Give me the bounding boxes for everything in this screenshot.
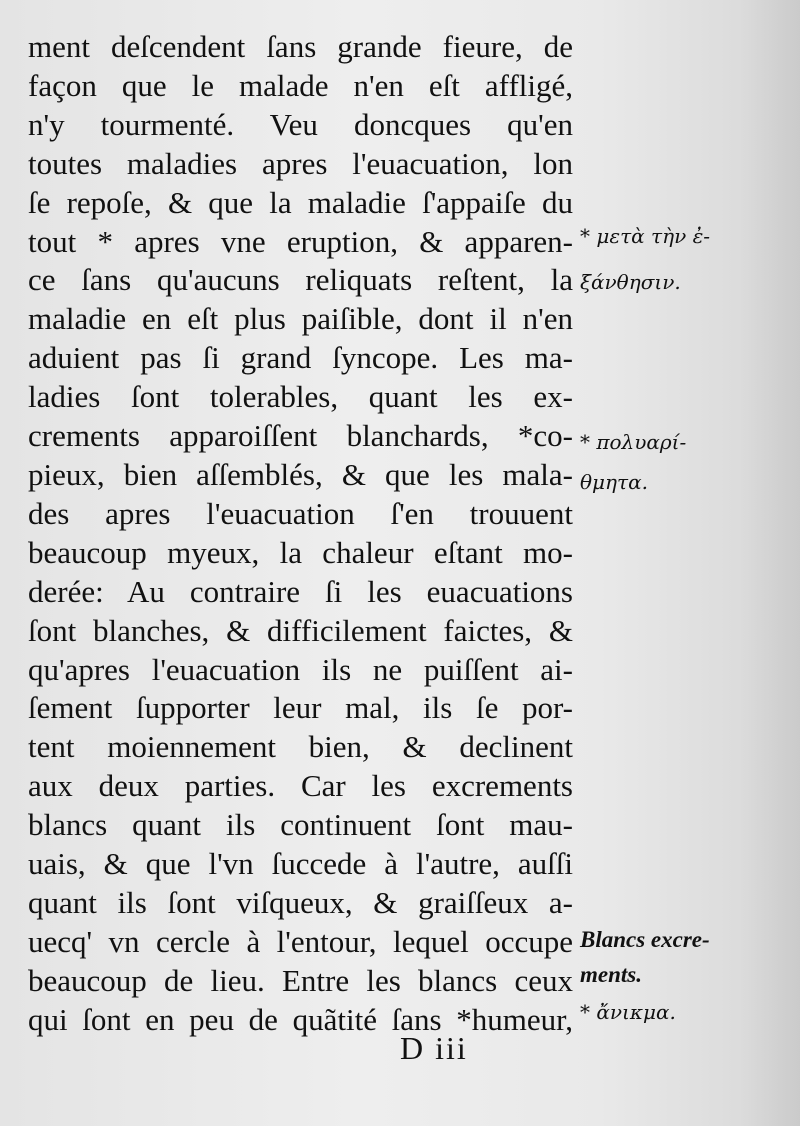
text-line: aux deux parties. Car les excrements bbox=[28, 768, 573, 804]
text-line: n'y tourmenté. Veu doncques qu'en bbox=[28, 106, 573, 142]
text-line: beaucoup myeux, la chaleur eſtant mo- bbox=[28, 534, 573, 570]
text-line: beaucoup de lieu. Entre les blancs ceux bbox=[28, 962, 573, 998]
text-line: crements apparoiſſent blanchards, *co- bbox=[28, 418, 573, 454]
text-line: derée: Au contraire ſi les euacuations bbox=[28, 573, 573, 609]
text-line: qui ſont en peu de quãtité ſans *humeur, bbox=[28, 1001, 573, 1037]
text-line: ladies ſont tolerables, quant les ex- bbox=[28, 379, 573, 415]
text-line: ſe repoſe, & que la maladie ſ'appaiſe du bbox=[28, 184, 573, 220]
text-line: maladie en eſt plus paiſible, dont il n'en bbox=[28, 301, 573, 337]
text-line: ce ſans qu'aucuns reliquats reſtent, la bbox=[28, 262, 573, 298]
text-line: ſement ſupporter leur mal, ils ſe por- bbox=[28, 690, 573, 726]
text-line: tent moiennement bien, & declinent bbox=[28, 729, 573, 765]
margin-note: * πολυαρί- bbox=[580, 430, 687, 454]
signature-mark: D iii bbox=[400, 1030, 468, 1066]
text-line: ſont blanches, & difficilement faictes, & bbox=[28, 612, 573, 648]
text-line: des apres l'euacuation ſ'en trouuent bbox=[28, 495, 573, 531]
margin-note: * ἄνικμα. bbox=[580, 1000, 676, 1024]
body-text bbox=[28, 28, 573, 1040]
text-line: qu'apres l'euacuation ils ne puiſſent ai- bbox=[28, 651, 573, 687]
text-line: toutes maladies apres l'euacuation, lon bbox=[28, 145, 573, 181]
text-line: uecq' vn cercle à l'entour, lequel occupe bbox=[28, 923, 573, 959]
margin-note: * μετὰ τὴν ἐ- bbox=[580, 224, 711, 248]
text-line: ment deſcendent ſans grande fieure, de bbox=[28, 29, 573, 64]
text-line: uais, & que l'vn ſuccede à l'autre, auſſi bbox=[28, 846, 573, 882]
margin-note: ξάνθησιν. bbox=[580, 270, 681, 294]
text-line: quant ils ſont viſqueux, & graiſſeux a- bbox=[28, 884, 573, 920]
margin-note: θμητα. bbox=[580, 470, 648, 494]
text-line: pieux, bien aſſemblés, & que les mala- bbox=[28, 456, 573, 492]
margin-notes bbox=[580, 0, 780, 1126]
margin-note: ments. bbox=[580, 962, 642, 987]
text-line: blancs quant ils continuent ſont mau- bbox=[28, 807, 573, 843]
text-line: façon que le malade n'en eſt affligé, bbox=[28, 67, 573, 103]
margin-note: Blancs excre- bbox=[580, 927, 710, 952]
text-line: aduient pas ſi grand ſyncope. Les ma- bbox=[28, 340, 573, 376]
text-line: tout * apres vne eruption, & apparen- bbox=[28, 223, 573, 259]
